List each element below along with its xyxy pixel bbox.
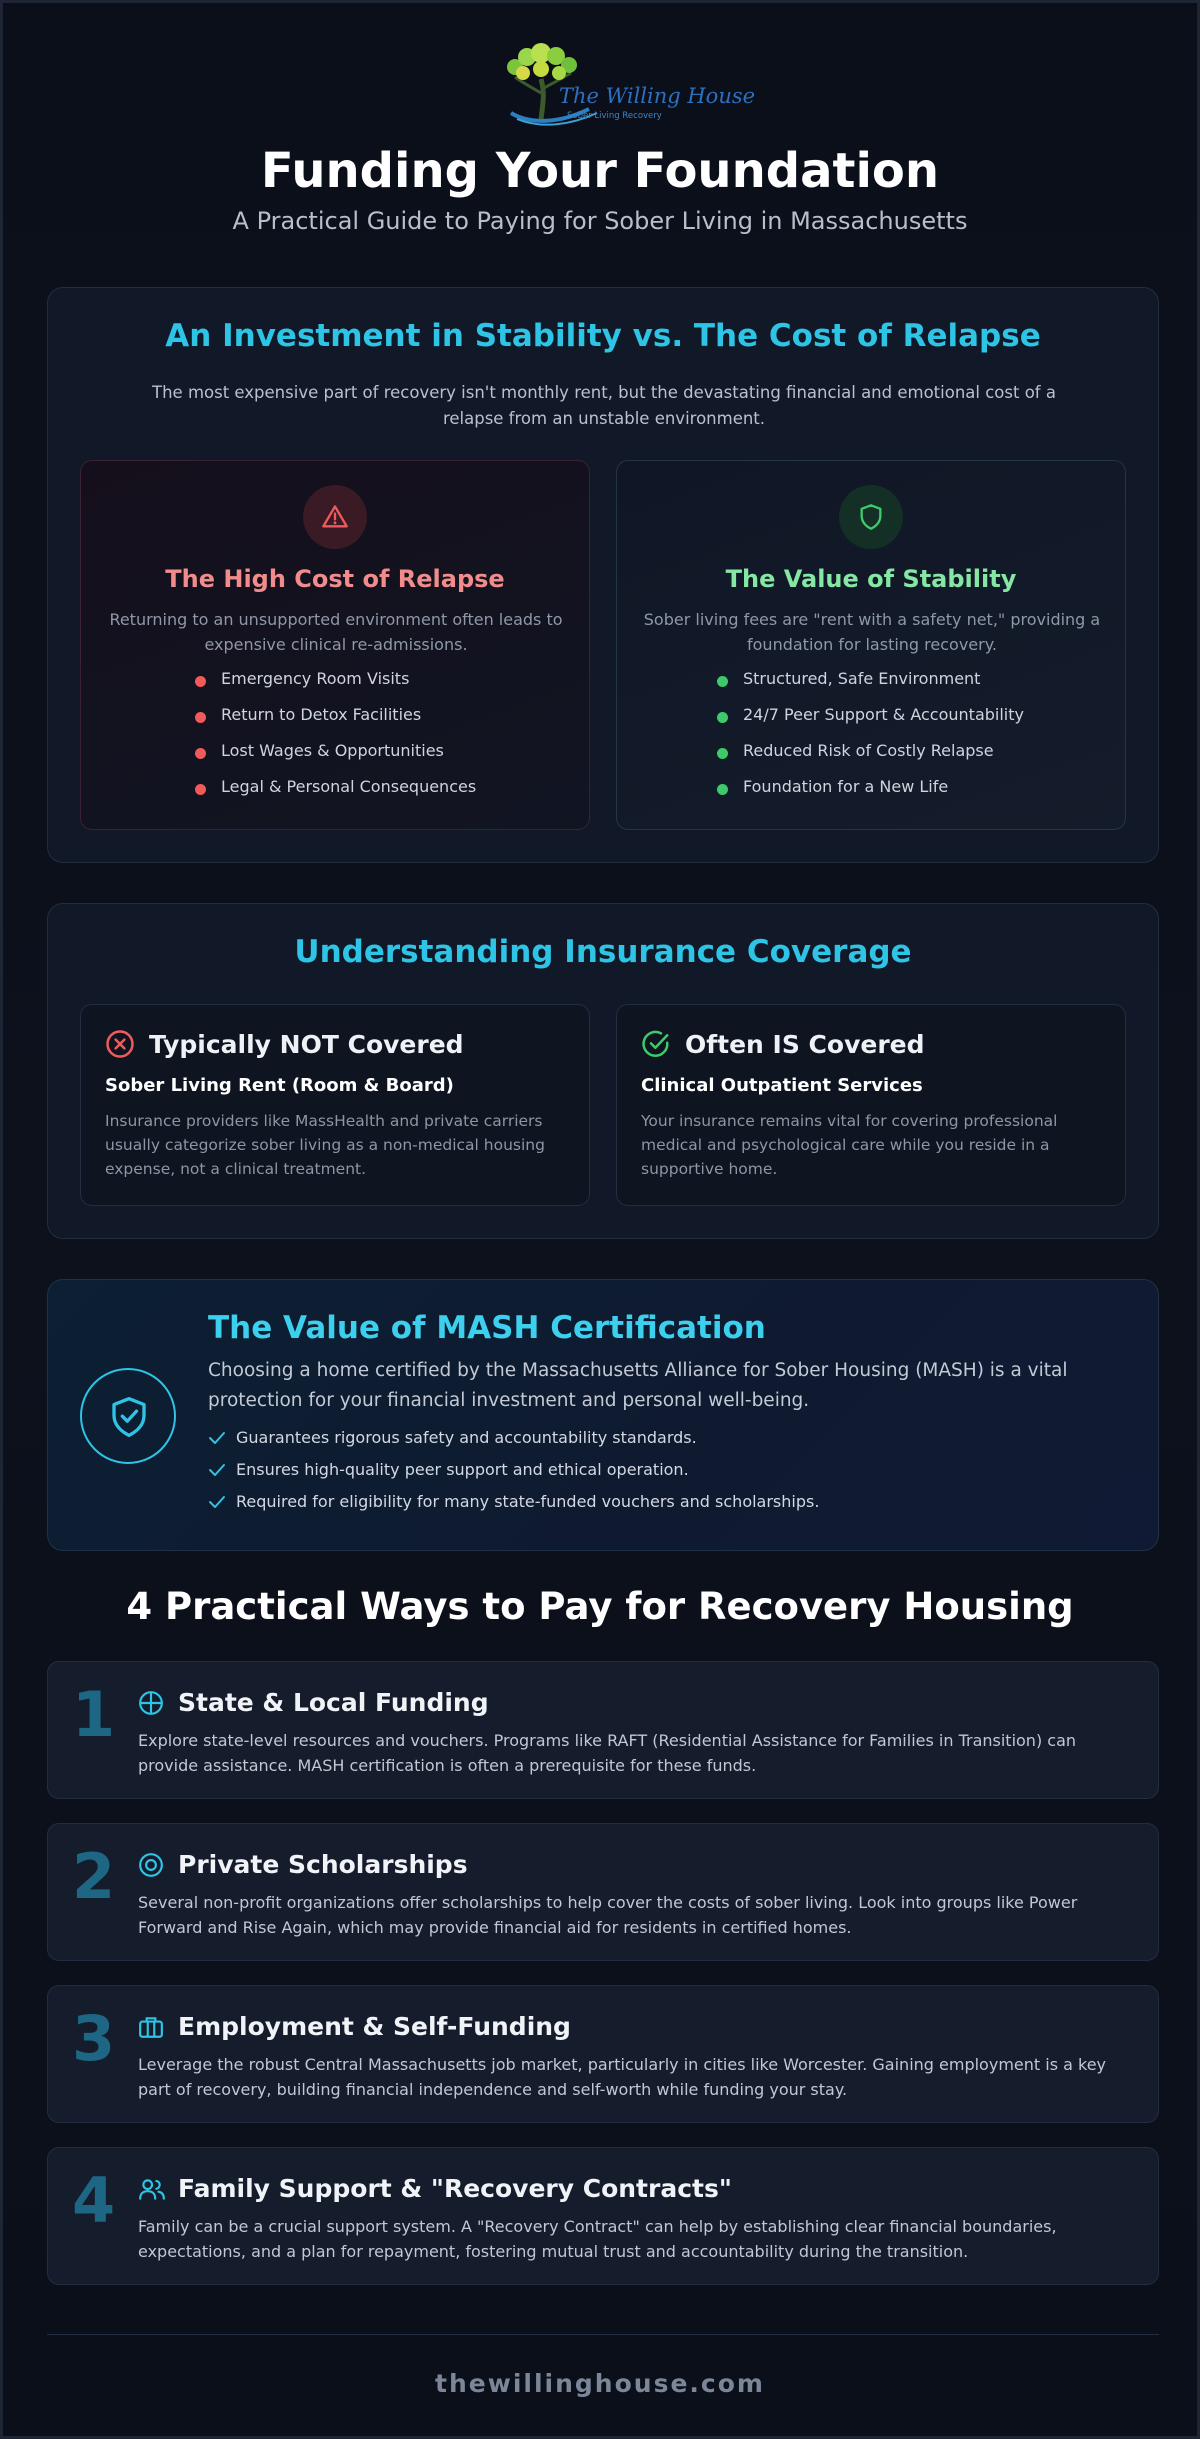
mash-section bbox=[47, 1279, 1159, 1551]
not-covered-card bbox=[80, 1004, 590, 1206]
footer-divider bbox=[47, 2334, 1159, 2335]
bullet-dot-icon bbox=[195, 784, 206, 795]
target-icon bbox=[138, 1852, 164, 1878]
page-subtitle: A Practical Guide to Paying for Sober Living in Massachusetts bbox=[232, 207, 968, 235]
way-number: 2 bbox=[72, 1840, 116, 1913]
way-title: Employment & Self-Funding bbox=[178, 2012, 571, 2041]
way-title: Family Support & "Recovery Contracts" bbox=[178, 2174, 732, 2203]
way-card-state-funding bbox=[47, 1661, 1159, 1799]
check-circle-icon bbox=[641, 1029, 671, 1059]
investment-intro: The most expensive part of recovery isn't monthly rent, but the devastating financial and emotional cost of a relapse from an unstable environment. bbox=[152, 383, 1056, 428]
footer-site-link[interactable]: thewillinghouse.com bbox=[435, 2369, 765, 2398]
list-item bbox=[208, 1460, 819, 1492]
way-card-family-support bbox=[47, 2147, 1159, 2285]
logo-tagline: Sober Living Recovery bbox=[567, 111, 662, 121]
shield-check-icon bbox=[109, 1395, 149, 1439]
stability-desc: Sober living fees are "rent with a safety net," providing a foundation for lasting recovery. bbox=[643, 610, 1101, 654]
investment-section bbox=[47, 287, 1159, 863]
briefcase-icon bbox=[138, 2014, 164, 2040]
relapse-desc: Returning to an unsupported environment often leads to expensive clinical re-admissions. bbox=[109, 610, 563, 654]
logo-text: The Willing House bbox=[559, 84, 756, 108]
mash-badge bbox=[80, 1368, 176, 1464]
relapse-list bbox=[195, 669, 476, 813]
relapse-title: The High Cost of Relapse bbox=[165, 565, 505, 593]
covered-text: Your insurance remains vital for covering professional medical and psychological care while you reside in a supportive home. bbox=[641, 1112, 1058, 1178]
not-covered-subtitle: Sober Living Rent (Room & Board) bbox=[105, 1075, 454, 1096]
list-item bbox=[195, 741, 476, 777]
list-item bbox=[717, 777, 1024, 813]
list-item-label: Lost Wages & Opportunities bbox=[221, 741, 444, 760]
shield-badge bbox=[839, 485, 903, 549]
list-item bbox=[195, 777, 476, 813]
tree-logo-icon bbox=[501, 43, 756, 127]
mash-list bbox=[208, 1428, 819, 1524]
ways-heading: 4 Practical Ways to Pay for Recovery Housing bbox=[126, 1585, 1074, 1628]
list-item bbox=[717, 669, 1024, 705]
way-title: State & Local Funding bbox=[178, 1688, 489, 1717]
way-title: Private Scholarships bbox=[178, 1850, 468, 1879]
bullet-dot-icon bbox=[195, 676, 206, 687]
list-item-label: Ensures high-quality peer support and ethical operation. bbox=[236, 1460, 689, 1479]
way-card-scholarships bbox=[47, 1823, 1159, 1961]
list-item bbox=[208, 1492, 819, 1524]
way-number: 3 bbox=[72, 2002, 116, 2075]
insurance-heading: Understanding Insurance Coverage bbox=[294, 934, 912, 970]
stability-list bbox=[717, 669, 1024, 813]
users-icon bbox=[138, 2176, 166, 2202]
way-number: 1 bbox=[72, 1678, 116, 1751]
covered-title: Often IS Covered bbox=[685, 1030, 925, 1059]
way-card-employment bbox=[47, 1985, 1159, 2123]
list-item-label: Structured, Safe Environment bbox=[743, 669, 981, 688]
list-item bbox=[208, 1428, 819, 1460]
list-item bbox=[717, 705, 1024, 741]
warning-badge bbox=[303, 485, 367, 549]
list-item-label: Return to Detox Facilities bbox=[221, 705, 422, 724]
x-circle-icon bbox=[105, 1029, 135, 1059]
stability-card bbox=[616, 460, 1126, 830]
bullet-dot-icon bbox=[195, 712, 206, 723]
way-number: 4 bbox=[72, 2164, 116, 2237]
insurance-section bbox=[47, 903, 1159, 1239]
covered-subtitle: Clinical Outpatient Services bbox=[641, 1075, 923, 1096]
way-text: Leverage the robust Central Massachusetts job market, particularly in cities like Worcester. Gaining employment is a key part of recovery, building financial independence and self-worth while funding your stay. bbox=[138, 2055, 1107, 2099]
bullet-dot-icon bbox=[717, 676, 728, 687]
bullet-dot-icon bbox=[717, 712, 728, 723]
list-item-label: Foundation for a New Life bbox=[743, 777, 949, 796]
check-icon bbox=[208, 1462, 226, 1478]
mash-title: The Value of MASH Certification bbox=[208, 1310, 766, 1346]
list-item-label: Required for eligibility for many state-funded vouchers and scholarships. bbox=[236, 1492, 820, 1511]
list-item-label: Emergency Room Visits bbox=[221, 669, 410, 688]
logo bbox=[501, 43, 756, 127]
list-item-label: 24/7 Peer Support & Accountability bbox=[743, 705, 1024, 724]
list-item bbox=[717, 741, 1024, 777]
check-icon bbox=[208, 1430, 226, 1446]
bullet-dot-icon bbox=[717, 748, 728, 759]
way-text: Family can be a crucial support system. A "Recovery Contract" can help by establishing clear financial boundaries, expectations, and a plan for repayment, fostering mutual trust and accountability during the transition. bbox=[138, 2217, 1057, 2261]
bullet-dot-icon bbox=[195, 748, 206, 759]
relapse-card bbox=[80, 460, 590, 830]
bullet-dot-icon bbox=[717, 784, 728, 795]
list-item-label: Guarantees rigorous safety and accountability standards. bbox=[236, 1428, 697, 1447]
globe-icon bbox=[138, 1690, 164, 1716]
list-item-label: Legal & Personal Consequences bbox=[221, 777, 477, 796]
shield-icon bbox=[857, 503, 885, 531]
way-text: Several non-profit organizations offer scholarships to help cover the costs of sober living. Look into groups like Power Forward and Rise Again, which may provide financial aid for residents in certified homes. bbox=[138, 1893, 1078, 1937]
stability-title: The Value of Stability bbox=[725, 565, 1017, 593]
check-icon bbox=[208, 1494, 226, 1510]
warning-triangle-icon bbox=[321, 503, 349, 531]
way-text: Explore state-level resources and vouchers. Programs like RAFT (Residential Assistance for Families in Transition) can provide assistance. MASH certification is often a prerequisite for these funds. bbox=[138, 1731, 1077, 1775]
mash-text: Choosing a home certified by the Massachusetts Alliance for Sober Housing (MASH) is a vital protection for your financial investment and personal well-being. bbox=[208, 1360, 1068, 1411]
not-covered-text: Insurance providers like MassHealth and private carriers usually categorize sober living as a non-medical housing expense, not a clinical treatment. bbox=[105, 1112, 545, 1178]
list-item-label: Reduced Risk of Costly Relapse bbox=[743, 741, 994, 760]
list-item bbox=[195, 669, 476, 705]
covered-card bbox=[616, 1004, 1126, 1206]
not-covered-title: Typically NOT Covered bbox=[149, 1030, 464, 1059]
page-title: Funding Your Foundation bbox=[260, 143, 940, 199]
list-item bbox=[195, 705, 476, 741]
investment-heading: An Investment in Stability vs. The Cost of Relapse bbox=[165, 318, 1041, 354]
